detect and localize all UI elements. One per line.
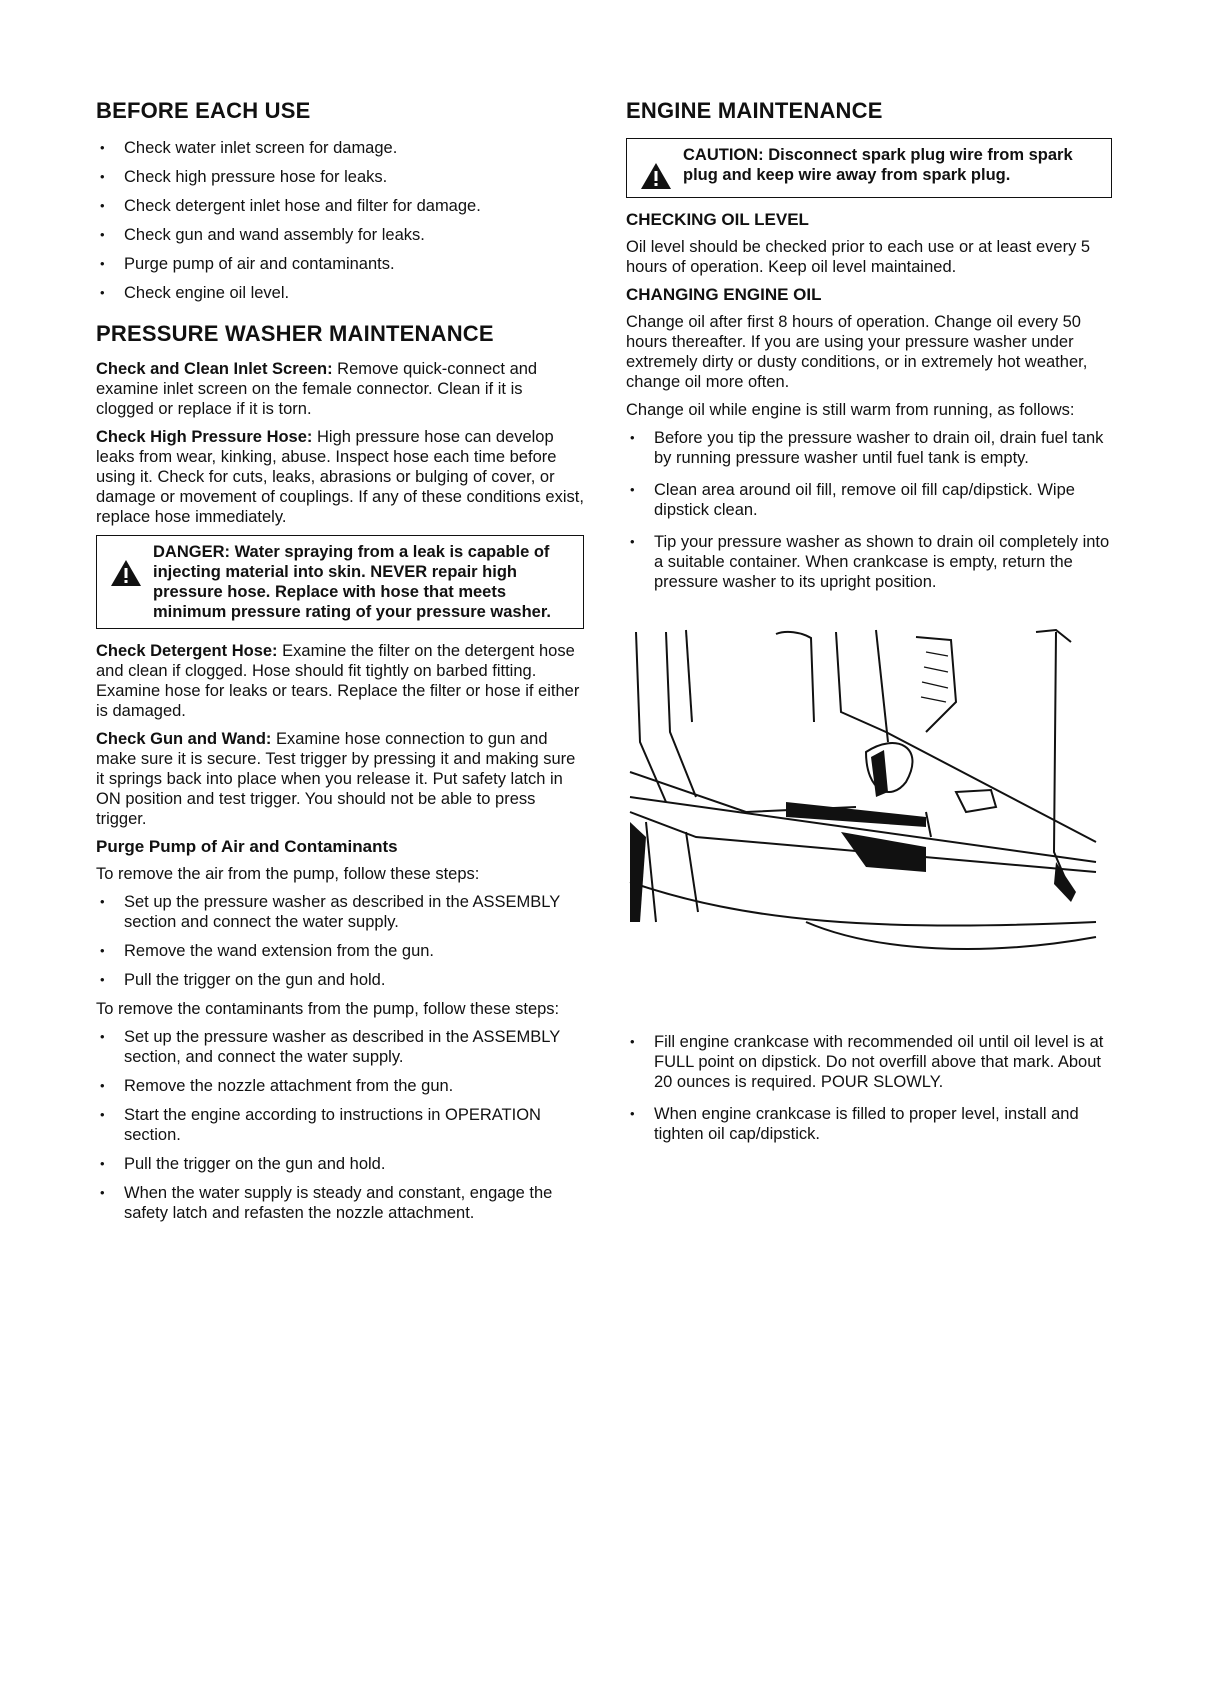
detergent-hose-lead: Check Detergent Hose: [96,642,278,660]
checking-oil-level-heading: CHECKING OIL LEVEL [626,210,809,229]
list-item: • Fill engine crankcase with recommended oil until oil level is at FULL point on dipstick. Do not overfill above that mark. About 20 ounces is required. POUR SLOWLY. [626,1032,1112,1092]
change-oil-text-1: Change oil after first 8 hours of operation. Change oil every 50 hours thereafter. If you are using your pressure washer under extremely dirty or dusty conditions, or in extremely hot weather, change oil more often. [626,313,1088,391]
contaminants-steps-list [96,1027,584,1223]
high-pressure-hose-lead: Check High Pressure Hose: [96,428,313,446]
list-item: • Check engine oil level. [96,283,584,303]
list-item: • Purge pump of air and contaminants. [96,254,584,274]
list-item: • Check high pressure hose for leaks. [96,167,584,187]
left-column [96,98,584,1232]
engine-maintenance-heading: ENGINE MAINTENANCE [626,98,883,123]
contaminants-intro: To remove the contaminants from the pump, follow these steps: [96,1000,560,1018]
air-intro: To remove the air from the pump, follow these steps: [96,865,480,883]
list-item: • Pull the trigger on the gun and hold. [96,970,584,990]
list-item: • Check gun and wand assembly for leaks. [96,225,584,245]
inlet-screen-paragraph [96,359,584,419]
list-item: • Start the engine according to instructions in OPERATION section. [96,1105,584,1145]
gun-wand-lead: Check Gun and Wand: [96,730,272,748]
change-oil-text-2: Change oil while engine is still warm from running, as follows: [626,401,1075,419]
purge-pump-heading: Purge Pump of Air and Contaminants [96,837,398,856]
warning-triangle-icon [639,161,673,191]
warning-triangle-icon [109,558,143,588]
danger-box [96,535,584,629]
high-pressure-hose-paragraph [96,427,584,527]
changing-engine-oil-heading: CHANGING ENGINE OIL [626,285,822,304]
gun-wand-text: Examine hose connection to gun and make sure it is secure. Test trigger by pressing it and making sure it springs back into place when you release it. Put safety latch in ON position and test trigger. You should not be able to press trigger. [96,730,576,828]
high-pressure-hose-text: High pressure hose can develop leaks from wear, kinking, abuse. Inspect hose each time before using it. Check for cuts, leaks, abrasions or bulging of cover, or damage or movement of couplings. If any of these conditions exist, replace hose immediately. [96,428,584,526]
list-item: • When the water supply is steady and constant, engage the safety latch and refasten the nozzle attachment. [96,1183,584,1223]
list-item: • When engine crankcase is filled to proper level, install and tighten oil cap/dipstick. [626,1104,1112,1144]
pressure-washer-maintenance-heading: PRESSURE WASHER MAINTENANCE [96,321,494,346]
fill-oil-steps-list [626,1032,1112,1144]
detergent-hose-paragraph [96,641,584,721]
gun-wand-paragraph [96,729,584,829]
right-column [626,98,1112,1156]
before-each-use-list [96,138,584,303]
pressure-washer-tipped-drawing [626,622,1106,972]
caution-box [626,138,1112,198]
list-item: • Before you tip the pressure washer to drain oil, drain fuel tank by running pressure washer until fuel tank is empty. [626,428,1112,468]
change-oil-steps-list [626,428,1112,592]
before-each-use-heading: BEFORE EACH USE [96,98,311,123]
list-item: • Pull the trigger on the gun and hold. [96,1154,584,1174]
air-steps-list [96,892,584,990]
list-item: • Remove the nozzle attachment from the gun. [96,1076,584,1096]
list-item: • Tip your pressure washer as shown to drain oil completely into a suitable container. When crankcase is empty, return the pressure washer to its upright position. [626,532,1112,592]
oil-drain-illustration [626,622,1112,972]
list-item: • Set up the pressure washer as described in the ASSEMBLY section and connect the water supply. [96,892,584,932]
list-item: • Clean area around oil fill, remove oil fill cap/dipstick. Wipe dipstick clean. [626,480,1112,520]
caution-text: CAUTION: Disconnect spark plug wire from spark plug and keep wire away from spark plug. [683,146,1073,184]
detergent-hose-text: Examine the filter on the detergent hose and clean if clogged. Hose should fit tightly on barbed fitting. Examine hose for leaks or tears. Replace the filter or hose if either is damaged. [96,642,580,720]
list-item: • Check water inlet screen for damage. [96,138,584,158]
inlet-screen-lead: Check and Clean Inlet Screen: [96,360,333,378]
danger-text: DANGER: Water spraying from a leak is capable of injecting material into skin. NEVER repair high pressure hose. Replace with hose that meets minimum pressure rating of your pressure washer. [153,543,551,621]
inlet-screen-text: Remove quick-connect and examine inlet screen on the female connector. Clean if it is clogged or replace if it is torn. [96,360,538,418]
list-item: • Set up the pressure washer as described in the ASSEMBLY section, and connect the water supply. [96,1027,584,1067]
list-item: • Check detergent inlet hose and filter for damage. [96,196,584,216]
list-item: • Remove the wand extension from the gun. [96,941,584,961]
oil-level-text: Oil level should be checked prior to each use or at least every 5 hours of operation. Keep oil level maintained. [626,238,1091,276]
